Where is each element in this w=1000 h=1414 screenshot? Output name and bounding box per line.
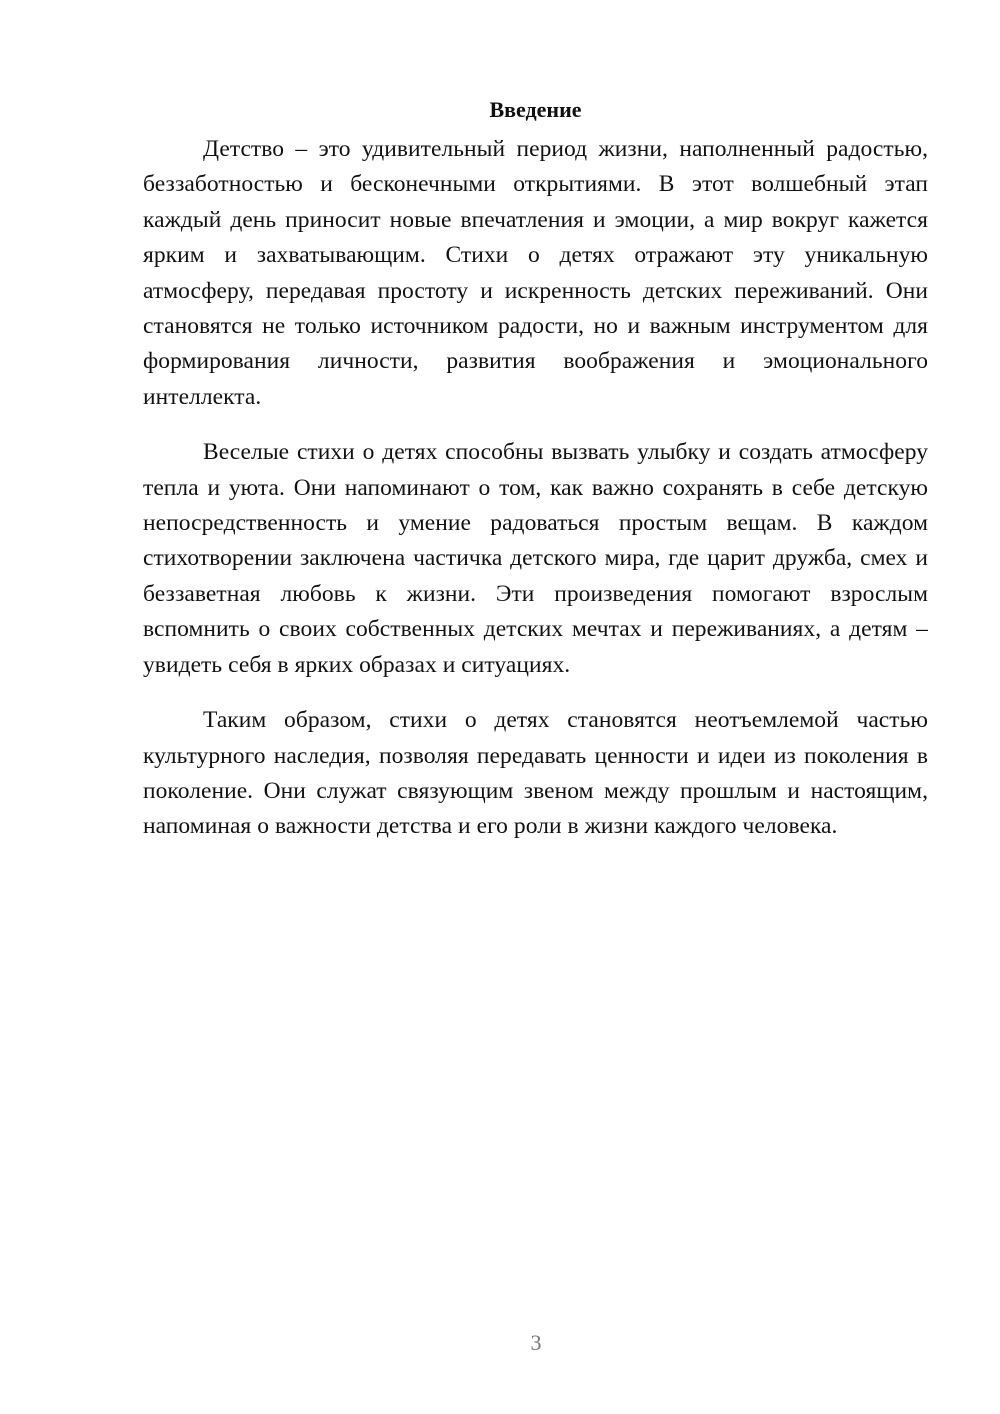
page-number: 3	[530, 1330, 542, 1355]
paragraph-2: Веселые стихи о детях способны вызвать улыбку и создать атмосферу тепла и уюта. Они напоминают о том, как важно сохранять в себе детскую непосредственность и умение радоваться простым вещам. В каждом стихотворении заключена частичка детского мира, где царит дружба, смех и беззаветная любовь к жизни. Эти произведения помогают взрослым вспомнить о своих собственных детских мечтах и переживаниях, а детям – увидеть себя в ярких образах и ситуациях.	[143, 439, 928, 678]
section-heading: Введение	[489, 97, 582, 122]
paragraph-3: Таким образом, стихи о детях становятся неотъемлемой частью культурного наследия, позволяя передавать ценности и идеи из поколения в поколение. Они служат связующим звеном между прошлым и настоящим, напоминая о важности детства и его роли в жизни каждого человека.	[143, 707, 928, 840]
paragraph-1: Детство – это удивительный период жизни, наполненный радостью, беззаботностью и бесконечными открытиями. В этот волшебный этап каждый день приносит новые впечатления и эмоции, а мир вокруг кажется ярким и захватывающим. Стихи о детях отражают эту уникальную атмосферу, передавая простоту и искренность детских переживаний. Они становятся не только источником радости, но и важным инструментом для формирования личности, развития воображения и эмоционального интеллекта.	[143, 136, 928, 410]
page-content	[143, 92, 928, 865]
